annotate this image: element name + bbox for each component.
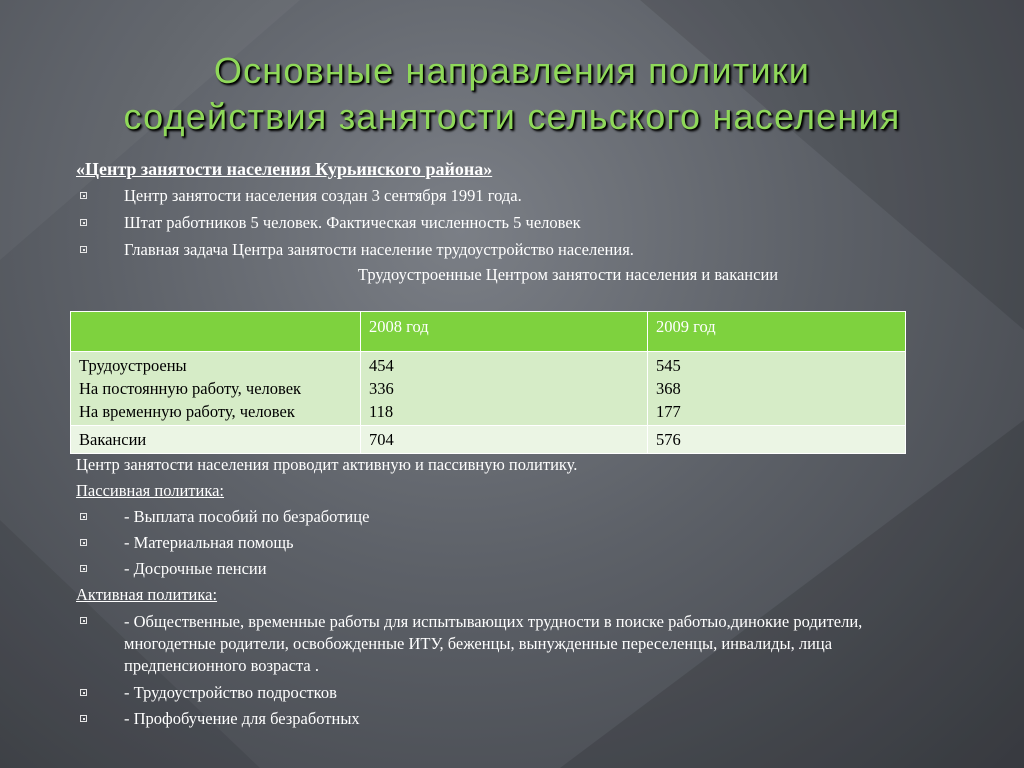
list-item bbox=[76, 533, 956, 553]
table-header-cell-empty bbox=[71, 312, 361, 352]
policy-section bbox=[76, 455, 956, 735]
list-item bbox=[76, 559, 956, 579]
list-item bbox=[76, 240, 956, 260]
active-policy-heading: Активная политика: bbox=[76, 585, 218, 604]
passive-policy-heading: Пассивная политика: bbox=[76, 481, 225, 500]
table-header-row bbox=[71, 312, 906, 352]
slide-title bbox=[0, 48, 1024, 140]
list-item bbox=[76, 683, 956, 703]
square-bullet-icon bbox=[80, 539, 87, 546]
value-employed-2008: 454 bbox=[369, 356, 394, 375]
passive-policy-list bbox=[76, 507, 956, 579]
table-row bbox=[71, 426, 906, 454]
square-bullet-icon bbox=[80, 617, 87, 624]
list-item bbox=[76, 507, 956, 527]
table-cell-labels bbox=[71, 352, 361, 426]
square-bullet-icon bbox=[80, 689, 87, 696]
slide-title-line-1: Основные направления политики bbox=[213, 50, 811, 91]
employment-table bbox=[70, 311, 906, 454]
value-vacancies-2009: 576 bbox=[648, 426, 906, 454]
list-item bbox=[76, 709, 956, 729]
active-policy-list bbox=[76, 611, 956, 729]
list-item bbox=[76, 186, 956, 206]
table-cell-2008 bbox=[361, 352, 648, 426]
table-cell-2009 bbox=[648, 352, 906, 426]
list-item-text: Главная задача Центра занятости население трудоустройство населения. bbox=[124, 240, 634, 259]
row-label-vacancies: Вакансии bbox=[71, 426, 361, 454]
list-item-text: - Трудоустройство подростков bbox=[124, 683, 337, 702]
center-name-heading: «Центр занятости населения Курьинского района» bbox=[76, 159, 493, 179]
list-item bbox=[76, 213, 956, 233]
square-bullet-icon bbox=[80, 715, 87, 722]
table-row bbox=[71, 352, 906, 426]
value-permanent-2008: 336 bbox=[369, 379, 394, 398]
list-item-text: Штат работников 5 человек. Фактическая численность 5 человек bbox=[124, 213, 581, 232]
table-header-cell-2008: 2008 год bbox=[361, 312, 648, 352]
list-item-text: - Выплата пособий по безработице bbox=[124, 507, 370, 526]
value-temporary-2008: 118 bbox=[369, 402, 394, 421]
slide-title-line-2: содействия занятости сельского населения bbox=[123, 96, 901, 137]
table-header-cell-2009: 2009 год bbox=[648, 312, 906, 352]
square-bullet-icon bbox=[80, 246, 87, 253]
value-employed-2009: 545 bbox=[656, 356, 681, 375]
list-item bbox=[76, 611, 956, 677]
value-permanent-2009: 368 bbox=[656, 379, 681, 398]
list-item-text: - Досрочные пенсии bbox=[124, 559, 267, 578]
square-bullet-icon bbox=[80, 219, 87, 226]
value-vacancies-2008: 704 bbox=[361, 426, 648, 454]
row-label-permanent: На постоянную работу, человек bbox=[79, 379, 302, 398]
list-item-text: - Материальная помощь bbox=[124, 533, 294, 552]
row-label-temporary: На временную работу, человек bbox=[79, 402, 295, 421]
list-item-text: Центр занятости населения создан 3 сентября 1991 года. bbox=[124, 186, 522, 205]
table-caption: Трудоустроенные Центром занятости населения и вакансии bbox=[357, 265, 779, 284]
policy-intro: Центр занятости населения проводит активную и пассивную политику. bbox=[76, 455, 578, 474]
intro-bullet-list bbox=[76, 186, 956, 260]
value-temporary-2009: 177 bbox=[656, 402, 681, 421]
square-bullet-icon bbox=[80, 513, 87, 520]
list-item-text: - Общественные, временные работы для испытывающих трудности в поиске работыо,динокие родители, многодетные родители, освобожденные ИТУ, беженцы, вынужденные переселенцы, инвалиды, лица предпенсионного возраста . bbox=[124, 612, 863, 675]
intro-section bbox=[76, 159, 956, 285]
square-bullet-icon bbox=[80, 565, 87, 572]
square-bullet-icon bbox=[80, 192, 87, 199]
row-label-employed: Трудоустроены bbox=[79, 356, 187, 375]
list-item-text: - Профобучение для безработных bbox=[124, 709, 360, 728]
